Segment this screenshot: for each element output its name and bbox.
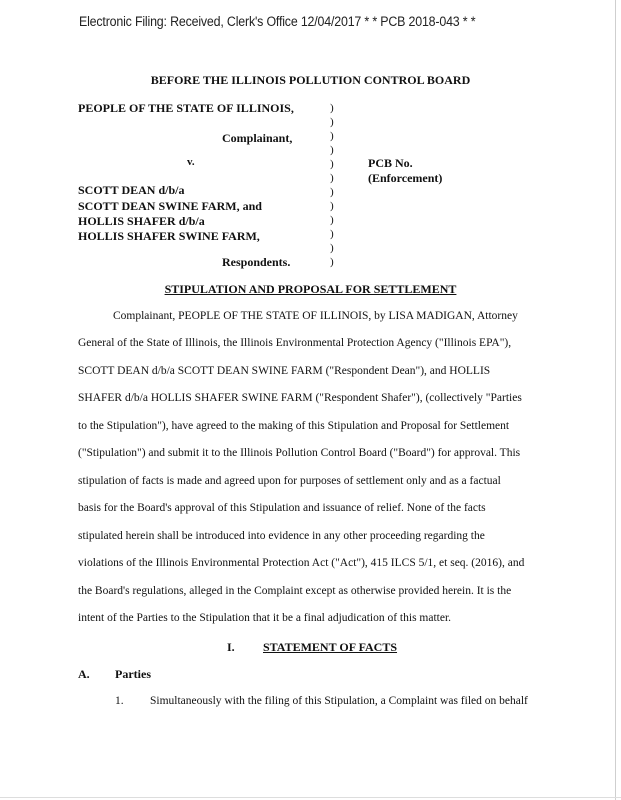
respondents-label: Respondents. (222, 255, 291, 269)
plaintiff-name: PEOPLE OF THE STATE OF ILLINOIS, (78, 101, 294, 115)
item-text: Simultaneously with the filing of this Stipulation, a Complaint was filed on behalf (150, 695, 528, 707)
court-title: BEFORE THE ILLINOIS POLLUTION CONTROL BOARD (150, 73, 471, 87)
electronic-filing-stamp: Electronic Filing: Received, Clerk's Office 12/04/2017 * * PCB 2018-043 * * (79, 14, 476, 29)
body-line-6: ("Stipulation") and submit it to the Illinois Pollution Control Board ("Board") for approval. This (78, 447, 521, 459)
caption-divider: ) ) ) ) ) ) ) ) ) ) ) ) (330, 102, 334, 268)
scan-edge-right (615, 0, 616, 800)
body-line-9: stipulated herein shall be introduced into evidence in any other proceeding regarding the (78, 530, 485, 542)
body-line-4: SHAFER d/b/a HOLLIS SHAFER SWINE FARM ("Respondent Shafer"), (collectively "Parties (78, 392, 522, 404)
respondent-line-4: HOLLIS SHAFER SWINE FARM, (78, 229, 260, 243)
body-line-12: intent of the Parties to the Stipulation that it be a final adjudication of this matter. (78, 612, 452, 624)
body-line-7: stipulation of facts is made and agreed upon for purposes of settlement only and as a factual (78, 475, 501, 487)
item-number: 1. (115, 695, 124, 707)
body-line-1: Complainant, PEOPLE OF THE STATE OF ILLINOIS, by LISA MADIGAN, Attorney (113, 310, 518, 322)
section-number: I. (227, 640, 235, 654)
versus-label: v. (187, 156, 195, 168)
body-line-8: basis for the Board's approval of this Stipulation and issuance of relief. None of the facts (78, 502, 486, 514)
body-line-5: to the Stipulation"), have agreed to the making of this Stipulation and Proposal for Settlement (78, 420, 510, 432)
pcb-number-label: PCB No. (368, 156, 413, 170)
complainant-label: Complainant, (222, 131, 293, 145)
respondent-line-2: SCOTT DEAN SWINE FARM, and (78, 199, 262, 213)
body-line-11: the Board's regulations, alleged in the Complaint except as otherwise provided herein. It is the (78, 585, 512, 597)
body-line-10: violations of the Illinois Environmental Protection Act ("Act"), 415 ILCS 5/1, et seq. (2016), and (78, 557, 525, 569)
body-line-2: General of the State of Illinois, the Illinois Environmental Protection Agency ("Illinois EPA"), (78, 337, 512, 349)
stipulation-heading: STIPULATION AND PROPOSAL FOR SETTLEMENT (164, 282, 457, 296)
respondent-line-1: SCOTT DEAN d/b/a (78, 183, 185, 197)
subsection-title: Parties (115, 667, 151, 681)
body-line-3: SCOTT DEAN d/b/a SCOTT DEAN SWINE FARM ("Respondent Dean"), and HOLLIS (78, 365, 491, 377)
subsection-letter: A. (78, 667, 90, 681)
enforcement-label: (Enforcement) (368, 171, 443, 185)
scan-edge-bottom (0, 797, 621, 798)
section-title: STATEMENT OF FACTS (263, 640, 398, 654)
respondent-line-3: HOLLIS SHAFER d/b/a (78, 214, 205, 228)
